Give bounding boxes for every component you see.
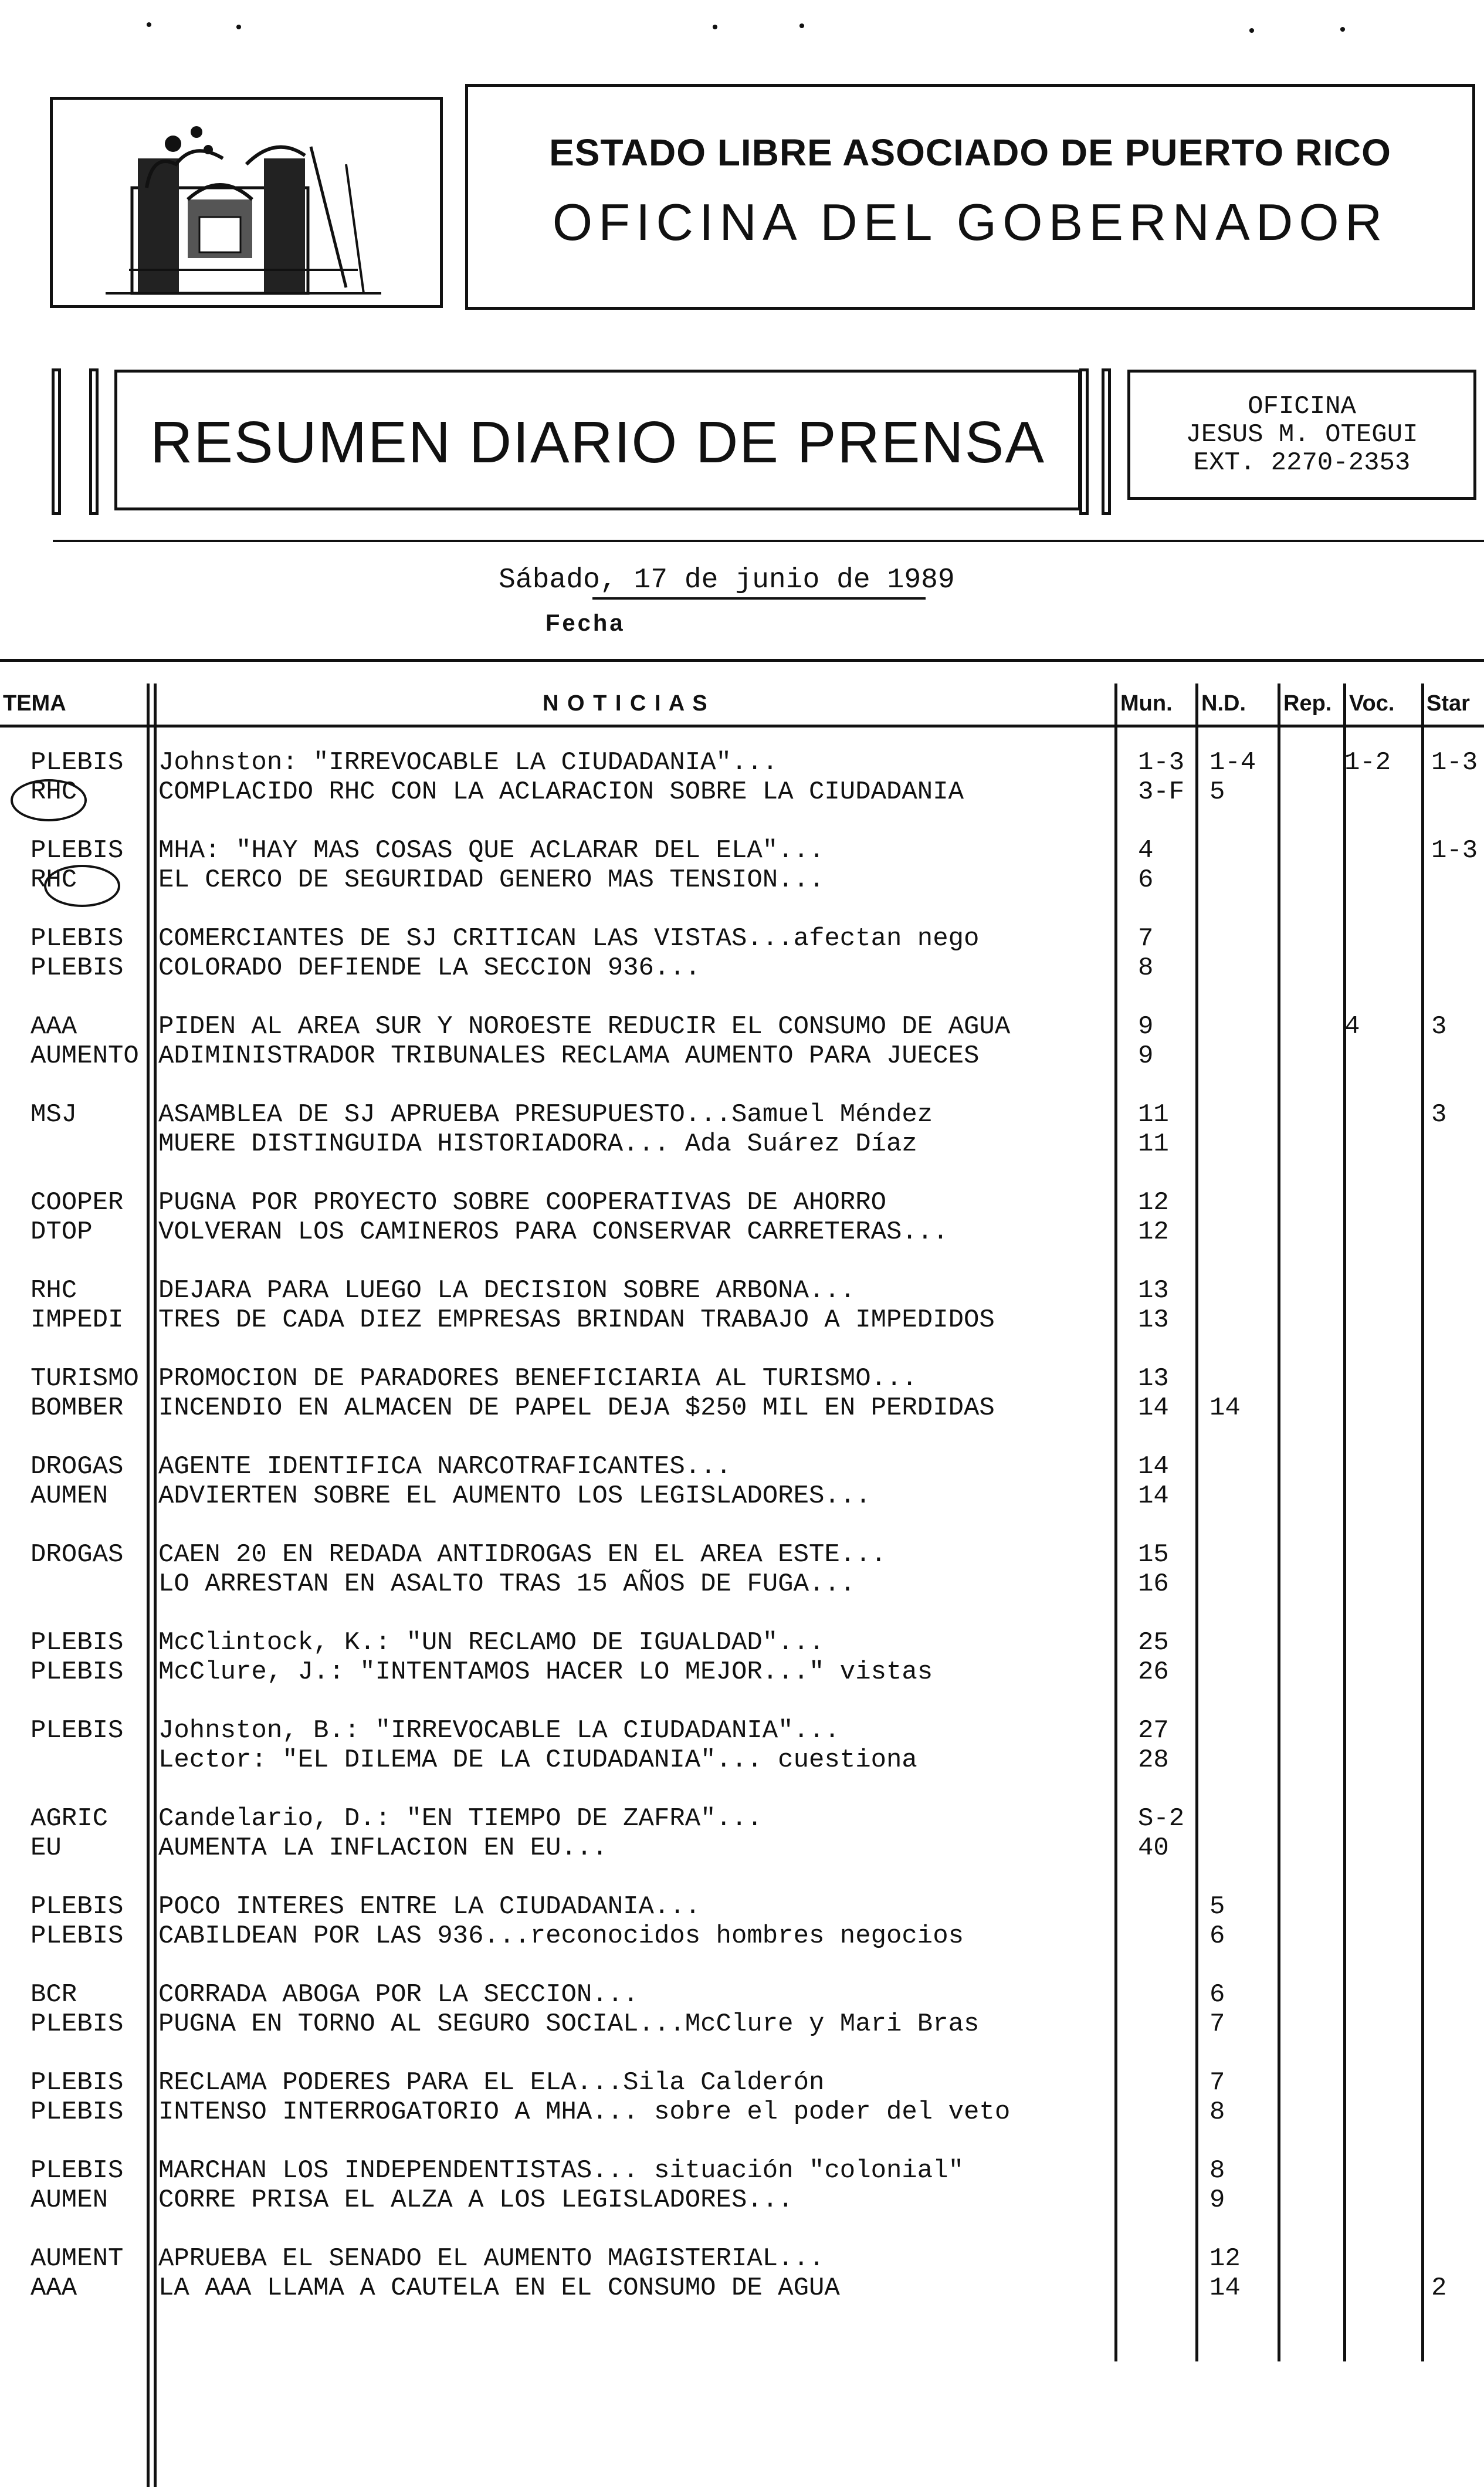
header-noticias: N O T I C I A S [543,691,709,716]
row-nd-cell: 8 [1209,2097,1225,2127]
row-noticia-cell: ADVIERTEN SOBRE EL AUMENTO LOS LEGISLADORES... [158,1481,871,1511]
office-name: OFICINA DEL GOBERNADOR [552,193,1388,251]
banner-title: RESUMEN DIARIO DE PRENSA [150,410,1046,475]
row-tema-cell: AUMEN [31,1481,109,1511]
row-noticia-cell: CORRE PRISA EL ALZA A LOS LEGISLADORES... [158,2185,794,2215]
row-nd-cell: 7 [1209,2009,1225,2039]
row-nd-cell: 5 [1209,1892,1225,1921]
row-tema-cell: BOMBER [31,1393,124,1423]
row-noticia-cell: PIDEN AL AREA SUR Y NOROESTE REDUCIR EL CONSUMO DE AGUA [158,1012,1011,1041]
row-noticia-cell: McClure, J.: "INTENTAMOS HACER LO MEJOR..." vistas [158,1657,933,1687]
column-divider [154,683,157,2487]
header-tema: TEMA [3,691,66,716]
row-nd-cell: 7 [1209,2068,1225,2097]
row-noticia-cell: VOLVERAN LOS CAMINEROS PARA CONSERVAR CARRETERAS... [158,1217,948,1247]
table-header-border [0,725,1484,728]
row-noticia-cell: ADIMINISTRADOR TRIBUNALES RECLAMA AUMENTO PARA JUECES [158,1041,980,1071]
row-tema-cell: PLEBIS [31,1921,124,1951]
row-mun-cell: 25 [1138,1628,1169,1657]
date-label: Fecha [546,610,625,636]
row-tema-cell: RHC [31,777,77,807]
row-tema-cell: PLEBIS [31,2097,124,2127]
row-star-cell: 1-3 [1431,836,1478,865]
speck-mark: • [1337,21,1349,41]
row-nd-cell: 12 [1209,2244,1241,2273]
row-mun-cell: 14 [1138,1393,1169,1423]
row-tema-cell: MSJ [31,1100,77,1129]
row-noticia-cell: PUGNA POR PROYECTO SOBRE COOPERATIVAS DE AHORRO [158,1188,887,1217]
handwritten-circle [44,865,120,907]
row-tema-cell: COOPER [31,1188,124,1217]
divider [53,540,1484,542]
column-divider [1421,683,1424,2361]
row-noticia-cell: AUMENTA LA INFLACION EN EU... [158,1833,608,1863]
row-tema-cell: AUMENTO [31,1041,139,1071]
row-tema-cell: PLEBIS [31,836,124,865]
row-mun-cell: 1-3 [1138,748,1185,777]
row-noticia-cell: COMPLACIDO RHC CON LA ACLARACION SOBRE LA CIUDADANIA [158,777,964,807]
row-mun-cell: 14 [1138,1452,1169,1481]
row-mun-cell: 13 [1138,1276,1169,1305]
row-noticia-cell: AGENTE IDENTIFICA NARCOTRAFICANTES... [158,1452,731,1481]
row-mun-cell: 11 [1138,1100,1169,1129]
column-divider [1195,683,1198,2361]
header-rep: Rep. [1283,691,1332,716]
banner-bar [1079,368,1089,515]
header-nd: N.D. [1201,691,1246,716]
header-voc: Voc. [1349,691,1395,716]
row-tema-cell: AUMEN [31,2185,109,2215]
row-noticia-cell: ASAMBLEA DE SJ APRUEBA PRESUPUESTO...Samuel Méndez [158,1100,933,1129]
row-tema-cell: AAA [31,1012,77,1041]
row-tema-cell: EU [31,1833,62,1863]
fortaleza-illustration [53,100,440,305]
row-tema-cell: PLEBIS [31,1628,124,1657]
row-nd-cell: 5 [1209,777,1225,807]
row-tema-cell: IMPEDI [31,1305,124,1335]
row-noticia-cell: Lector: "EL DILEMA DE LA CIUDADANIA"... cuestiona [158,1745,917,1775]
row-mun-cell: 7 [1138,924,1154,953]
row-noticia-cell: PROMOCION DE PARADORES BENEFICIARIA AL TURISMO... [158,1364,917,1393]
row-mun-cell: 4 [1138,836,1154,865]
row-mun-cell: 8 [1138,953,1154,983]
table-top-border [0,659,1484,662]
row-nd-cell: 1-4 [1209,748,1256,777]
row-noticia-cell: POCO INTERES ENTRE LA CIUDADANIA... [158,1892,701,1921]
row-mun-cell: S-2 [1138,1804,1185,1833]
banner-bar [1102,368,1111,515]
row-mun-cell: 9 [1138,1012,1154,1041]
speck-mark: • [710,19,721,39]
row-mun-cell: 11 [1138,1129,1169,1159]
row-mun-cell: 40 [1138,1833,1169,1863]
speck-mark: • [1246,22,1258,42]
office-extension: EXT. 2270-2353 [1193,448,1411,478]
row-tema-cell: DROGAS [31,1540,124,1569]
row-tema-cell: BCR [31,1980,77,2009]
row-noticia-cell: CAEN 20 EN REDADA ANTIDROGAS EN EL AREA ESTE... [158,1540,887,1569]
row-mun-cell: 15 [1138,1540,1169,1569]
date-value: Sábado, 17 de junio de 1989 [499,564,955,596]
row-noticia-cell: LA AAA LLAMA A CAUTELA EN EL CONSUMO DE AGUA [158,2273,840,2303]
row-mun-cell: 12 [1138,1217,1169,1247]
row-tema-cell: DTOP [31,1217,93,1247]
row-noticia-cell: MUERE DISTINGUIDA HISTORIADORA... Ada Suárez Díaz [158,1129,917,1159]
row-tema-cell: PLEBIS [31,953,124,983]
column-divider [147,683,150,2487]
row-noticia-cell: COMERCIANTES DE SJ CRITICAN LAS VISTAS...afectan nego [158,924,980,953]
office-contact-name: JESUS M. OTEGUI [1185,420,1418,449]
column-divider [1114,683,1117,2361]
row-noticia-cell: MARCHAN LOS INDEPENDENTISTAS... situación "colonial" [158,2156,964,2185]
row-tema-cell: PLEBIS [31,924,124,953]
handwritten-circle [11,779,87,821]
row-noticia-cell: MHA: "HAY MAS COSAS QUE ACLARAR DEL ELA"... [158,836,825,865]
row-mun-cell: 13 [1138,1305,1169,1335]
row-tema-cell: PLEBIS [31,748,124,777]
row-nd-cell: 9 [1209,2185,1225,2215]
row-noticia-cell: CABILDEAN POR LAS 936...reconocidos hombres negocios [158,1921,964,1951]
column-divider [1343,683,1346,2361]
row-mun-cell: 3-F [1138,777,1185,807]
speck-mark: • [144,16,155,36]
row-noticia-cell: McClintock, K.: "UN RECLAMO DE IGUALDAD"... [158,1628,825,1657]
row-voc-cell: 4 [1344,1012,1360,1041]
row-tema-cell: DROGAS [31,1452,124,1481]
row-noticia-cell: EL CERCO DE SEGURIDAD GENERO MAS TENSION... [158,865,825,895]
row-tema-cell: TURISMO [31,1364,139,1393]
row-star-cell: 1-3 [1431,748,1478,777]
row-tema-cell: AGRIC [31,1804,109,1833]
row-star-cell: 2 [1431,2273,1447,2303]
banner-bar [89,368,99,515]
row-mun-cell: 6 [1138,865,1154,895]
row-mun-cell: 28 [1138,1745,1169,1775]
row-tema-cell: PLEBIS [31,2156,124,2185]
row-mun-cell: 12 [1138,1188,1169,1217]
row-mun-cell: 13 [1138,1364,1169,1393]
seal-logo [50,97,443,308]
banner-bar [52,368,61,515]
row-noticia-cell: TRES DE CADA DIEZ EMPRESAS BRINDAN TRABAJO A IMPEDIDOS [158,1305,995,1335]
banner-box [114,370,1081,510]
speck-mark: • [797,18,808,38]
row-star-cell: 3 [1431,1012,1447,1041]
row-noticia-cell: INCENDIO EN ALMACEN DE PAPEL DEJA $250 MIL EN PERDIDAS [158,1393,995,1423]
row-mun-cell: 14 [1138,1481,1169,1511]
row-mun-cell: 16 [1138,1569,1169,1599]
row-mun-cell: 26 [1138,1657,1169,1687]
row-noticia-cell: APRUEBA EL SENADO EL AUMENTO MAGISTERIAL... [158,2244,825,2273]
row-tema-cell: PLEBIS [31,1892,124,1921]
row-noticia-cell: Candelario, D.: "EN TIEMPO DE ZAFRA"... [158,1804,763,1833]
row-noticia-cell: Johnston: "IRREVOCABLE LA CIUDADANIA"... [158,748,778,777]
state-name: ESTADO LIBRE ASOCIADO DE PUERTO RICO [549,131,1391,174]
row-noticia-cell: COLORADO DEFIENDE LA SECCION 936... [158,953,701,983]
column-divider [1278,683,1280,2361]
row-noticia-cell: INTENSO INTERROGATORIO A MHA... sobre el poder del veto [158,2097,1011,2127]
row-tema-cell: PLEBIS [31,1716,124,1745]
row-noticia-cell: LO ARRESTAN EN ASALTO TRAS 15 AÑOS DE FUGA... [158,1569,856,1599]
row-noticia-cell: DEJARA PARA LUEGO LA DECISION SOBRE ARBONA... [158,1276,856,1305]
row-tema-cell: AUMENT [31,2244,124,2273]
row-noticia-cell: RECLAMA PODERES PARA EL ELA...Sila Calderón [158,2068,825,2097]
row-nd-cell: 8 [1209,2156,1225,2185]
row-noticia-cell: CORRADA ABOGA POR LA SECCION... [158,1980,639,2009]
office-label: OFICINA [1248,392,1356,421]
header-star: Star [1427,691,1470,716]
row-voc-cell: 1-2 [1344,748,1391,777]
row-tema-cell: RHC [31,865,77,895]
row-tema-cell: PLEBIS [31,2009,124,2039]
row-tema-cell: PLEBIS [31,1657,124,1687]
header-mun: Mun. [1120,691,1173,716]
row-noticia-cell: Johnston, B.: "IRREVOCABLE LA CIUDADANIA"... [158,1716,840,1745]
row-mun-cell: 9 [1138,1041,1154,1071]
row-tema-cell: PLEBIS [31,2068,124,2097]
speck-mark: • [233,19,245,39]
date-underline [592,597,926,600]
row-nd-cell: 6 [1209,1921,1225,1951]
row-noticia-cell: PUGNA EN TORNO AL SEGURO SOCIAL...McClure y Mari Bras [158,2009,980,2039]
row-tema-cell: RHC [31,1276,77,1305]
row-mun-cell: 27 [1138,1716,1169,1745]
row-nd-cell: 6 [1209,1980,1225,2009]
government-header-box [465,84,1475,310]
row-nd-cell: 14 [1209,2273,1241,2303]
row-nd-cell: 14 [1209,1393,1241,1423]
office-contact-box [1127,370,1476,500]
row-star-cell: 3 [1431,1100,1447,1129]
row-tema-cell: AAA [31,2273,77,2303]
